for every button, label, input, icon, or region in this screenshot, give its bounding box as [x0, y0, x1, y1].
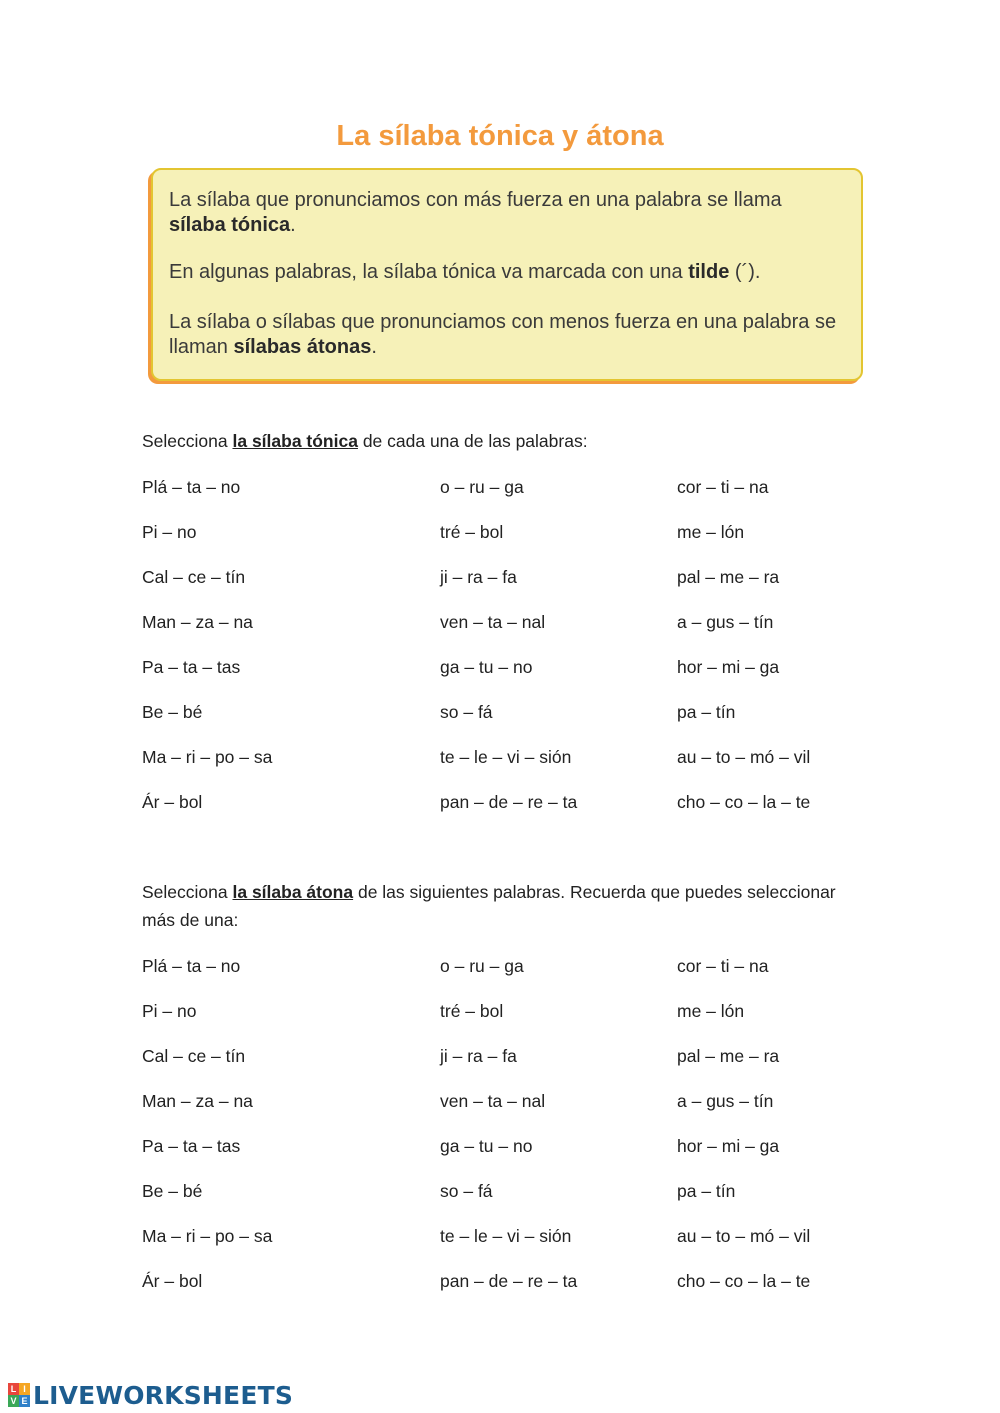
word-row [142, 747, 862, 792]
word-row [142, 1001, 862, 1046]
section2-instruction [142, 878, 872, 934]
syllable-word[interactable]: a – gus – tín [677, 612, 774, 632]
syllable-word[interactable]: pal – me – ra [677, 1046, 780, 1066]
syllable-word[interactable]: Cal – ce – tín [142, 1046, 246, 1066]
info-p3-bold: sílabas átonas [233, 336, 372, 358]
syllable-word[interactable]: cor – ti – na [677, 956, 769, 976]
syllable-word[interactable]: me – lón [677, 522, 745, 542]
syllable-word[interactable]: pal – me – ra [677, 567, 780, 587]
section2-word-grid [142, 956, 862, 1316]
info-p3-end: . [371, 336, 377, 358]
section1-word-grid [142, 477, 862, 837]
syllable-word[interactable]: ji – ra – fa [440, 567, 517, 587]
syllable-word[interactable]: so – fá [440, 1181, 493, 1201]
syllable-word[interactable]: o – ru – ga [440, 477, 524, 497]
syllable-word[interactable]: ga – tu – no [440, 1136, 533, 1156]
syllable-word[interactable]: cho – co – la – te [677, 1271, 811, 1291]
info-paragraph-3 [169, 310, 841, 360]
syllable-word[interactable]: me – lón [677, 1001, 745, 1021]
word-row [142, 1271, 862, 1316]
word-row [142, 612, 862, 657]
syllable-word[interactable]: te – le – vi – sión [440, 1226, 572, 1246]
info-p2-text: En algunas palabras, la sílaba tónica va marcada con una [169, 261, 689, 283]
syllable-word[interactable]: tré – bol [440, 522, 504, 542]
page-title: La sílaba tónica y átona [336, 120, 664, 152]
syllable-word[interactable]: cor – ti – na [677, 477, 769, 497]
syllable-word[interactable]: tré – bol [440, 1001, 504, 1021]
info-p2-end: (´). [729, 261, 761, 283]
info-paragraph-2 [169, 260, 841, 285]
syllable-word[interactable]: ven – ta – nal [440, 1091, 546, 1111]
word-row [142, 567, 862, 612]
syllable-word[interactable]: Man – za – na [142, 612, 253, 632]
syllable-word[interactable]: Cal – ce – tín [142, 567, 246, 587]
word-row [142, 477, 862, 522]
syllable-word[interactable]: so – fá [440, 702, 493, 722]
word-row [142, 702, 862, 747]
section1-instruction [142, 427, 872, 455]
syllable-word[interactable]: hor – mi – ga [677, 657, 780, 677]
info-p1-text: La sílaba que pronunciamos con más fuerza en una palabra se llama [169, 189, 782, 211]
word-row [142, 1091, 862, 1136]
syllable-word[interactable]: Ár – bol [142, 1271, 203, 1291]
word-row [142, 1046, 862, 1091]
liveworksheets-logo-icon: L I V E [8, 1383, 30, 1407]
syllable-word[interactable]: Ma – ri – po – sa [142, 1226, 273, 1246]
section1-instruction-bold: la sílaba tónica [232, 431, 358, 451]
liveworksheets-logo [8, 1380, 293, 1410]
word-row [142, 522, 862, 567]
syllable-word[interactable]: ji – ra – fa [440, 1046, 517, 1066]
syllable-word[interactable]: Pi – no [142, 1001, 197, 1021]
section2-instruction-bold: la sílaba átona [232, 882, 354, 902]
info-p1-end: . [290, 214, 296, 236]
syllable-word[interactable]: Be – bé [142, 702, 203, 722]
syllable-word[interactable]: Man – za – na [142, 1091, 253, 1111]
syllable-word[interactable]: ven – ta – nal [440, 612, 546, 632]
syllable-word[interactable]: a – gus – tín [677, 1091, 774, 1111]
syllable-word[interactable]: Ár – bol [142, 792, 203, 812]
syllable-word[interactable]: Plá – ta – no [142, 956, 241, 976]
syllable-word[interactable]: Be – bé [142, 1181, 203, 1201]
syllable-word[interactable]: ga – tu – no [440, 657, 533, 677]
syllable-word[interactable]: pan – de – re – ta [440, 1271, 578, 1291]
section1-instruction-pre: Selecciona [142, 431, 233, 451]
syllable-word[interactable]: hor – mi – ga [677, 1136, 780, 1156]
section2-instruction-post: de las siguientes palabras. Recuerda que puedes seleccionar más de una: [142, 882, 836, 930]
word-row [142, 657, 862, 702]
syllable-word[interactable]: cho – co – la – te [677, 792, 811, 812]
syllable-word[interactable]: pa – tín [677, 702, 736, 722]
syllable-word[interactable]: Ma – ri – po – sa [142, 747, 273, 767]
syllable-word[interactable]: Pa – ta – tas [142, 1136, 241, 1156]
info-p2-bold: tilde [688, 261, 730, 283]
word-row [142, 956, 862, 1001]
info-p1-bold: sílaba tónica [169, 214, 291, 236]
info-box [151, 168, 863, 381]
syllable-word[interactable]: Pi – no [142, 522, 197, 542]
liveworksheets-logo-text: LIVEWORKSHEETS [33, 1380, 294, 1410]
syllable-word[interactable]: Plá – ta – no [142, 477, 241, 497]
word-row [142, 1226, 862, 1271]
info-paragraph-1 [169, 188, 841, 238]
word-row [142, 1181, 862, 1226]
word-row [142, 792, 862, 837]
syllable-word[interactable]: pan – de – re – ta [440, 792, 578, 812]
syllable-word[interactable]: au – to – mó – vil [677, 747, 811, 767]
section1-instruction-post: de cada una de las palabras: [357, 431, 588, 451]
syllable-word[interactable]: au – to – mó – vil [677, 1226, 811, 1246]
syllable-word[interactable]: o – ru – ga [440, 956, 524, 976]
info-p3-text: La sílaba o sílabas que pronunciamos con menos fuerza en una palabra se llaman [169, 311, 837, 358]
syllable-word[interactable]: te – le – vi – sión [440, 747, 572, 767]
word-row [142, 1136, 862, 1181]
syllable-word[interactable]: pa – tín [677, 1181, 736, 1201]
syllable-word[interactable]: Pa – ta – tas [142, 657, 241, 677]
section2-instruction-pre: Selecciona [142, 882, 233, 902]
